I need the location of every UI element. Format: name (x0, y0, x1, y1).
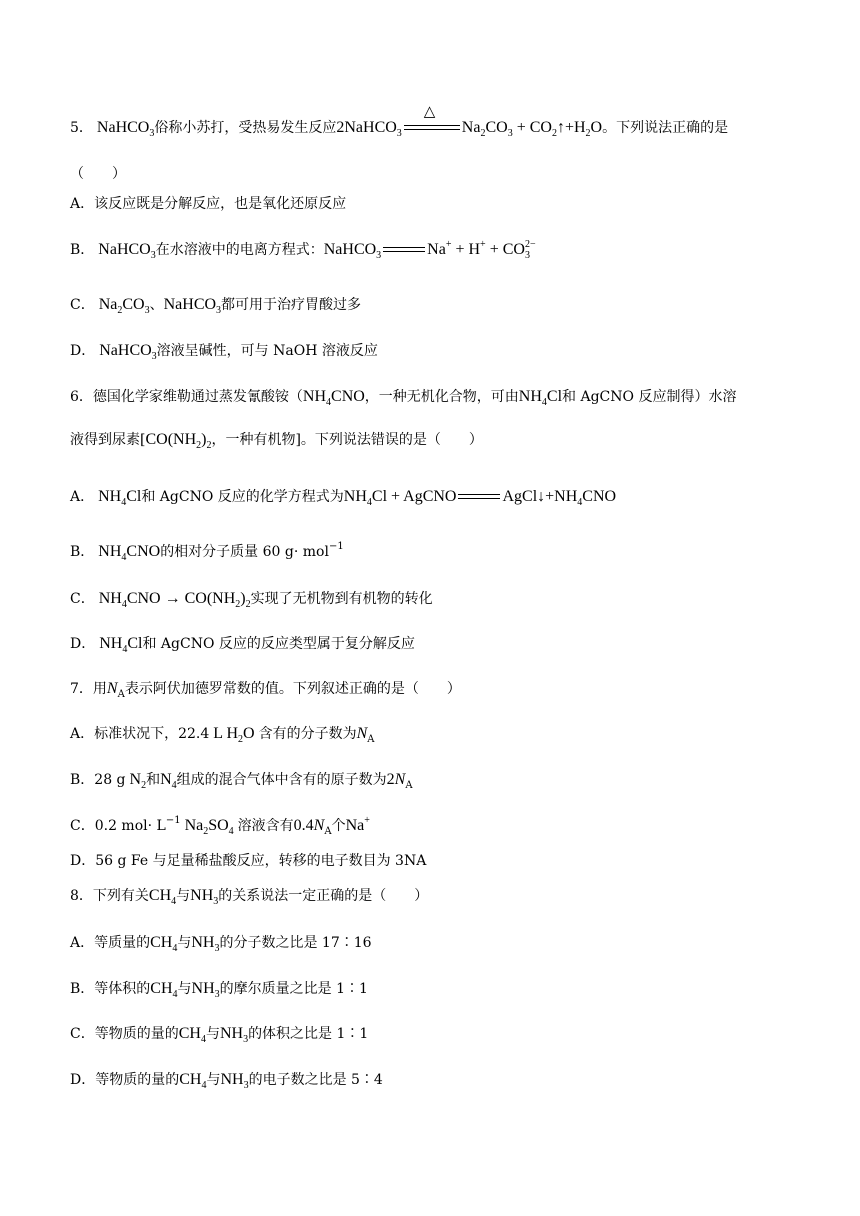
q8-option-d: D．等物质的量的$CH_4$与$NH_3$的电子数之比是 5∶4 (70, 1071, 383, 1091)
q7-stem-text: 表示阿伏加德罗常数的值。下列叙述正确的是（ ） (124, 681, 461, 697)
equals-sign (458, 494, 500, 500)
q5-number: 5． (70, 120, 93, 136)
q7-option-b: B．28 g $N_2$和$N_4$组成的混合气体中含有的原子数为$2N_A$ (70, 771, 413, 791)
option-label: C． (70, 297, 95, 313)
option-text: 的摩尔质量之比是 1∶1 (219, 981, 368, 997)
q5-option-c: C． $Na_2CO_3$、NaHCO$_3$都可用于治疗胃酸过多 (70, 296, 362, 316)
heat-condition (404, 102, 460, 131)
option-text: B．28 g (70, 772, 126, 788)
option-text: 的相对分子质量 60 g· mol (160, 544, 329, 560)
q5-paren: （ ） (70, 166, 126, 182)
q7-stem-text: 7．用 (70, 681, 107, 697)
option-text: 溶液呈碱性，可与 NaOH 溶液反应 (156, 343, 378, 359)
option-text: 的电子数之比是 5∶4 (248, 1072, 383, 1088)
option-text: 、 (149, 297, 164, 313)
option-text: 含有的分子数为 (258, 726, 357, 742)
q5-option-d: D． NaHCO$_3$溶液呈碱性，可与 NaOH 溶液反应 (70, 342, 378, 362)
q8-stem-text: 的关系说法一定正确的是（ ） (218, 888, 429, 904)
option-text: 和 AgCNO 反应的化学方程式为 (141, 489, 344, 505)
option-text: C．0.2 mol· L (70, 818, 166, 834)
q7-option-d: D．56 g Fe 与足量稀盐酸反应，转移的电子数目为 3NA (70, 853, 427, 869)
q8-stem: 8．下列有关$CH_4$与$NH_3$的关系说法一定正确的是（ ） (70, 887, 429, 907)
q6-stem-line2: 液得到尿素[$CO(NH_2)_2$，一种有机物]。下列说法错误的是（ ） (70, 431, 483, 451)
option-text: B．等体积的 (70, 981, 151, 997)
option-text: 溶液含有 (237, 818, 294, 834)
q6-stem-line1: 6．德国化学家维勒通过蒸发氰酸铵（$NH_4CNO$，一种无机化合物，可由$NH_4Cl$和 AgCNO 反应制得）水溶 (70, 388, 737, 408)
q5-stem-tail: 。下列说法正确的是 (602, 120, 729, 136)
q6-option-a: A． $NH_4Cl$和 AgCNO 反应的化学方程式为$NH_4Cl$ + AgCNO $AgCl↓+NH_4CNO$ (70, 488, 617, 508)
option-text: D．等物质的量的 (70, 1072, 180, 1088)
option-text: 实现了无机物到有机物的转化 (250, 591, 433, 607)
q6-stem-text: 和 AgCNO 反应制得）水溶 (562, 389, 737, 405)
option-text: 和 AgCNO 反应的反应类型属于复分解反应 (142, 636, 415, 652)
q6-option-d: D． $NH_4Cl$和 AgCNO 反应的反应类型属于复分解反应 (70, 635, 415, 655)
q5-stem-text: 俗称小苏打，受热易发生反应 (154, 120, 337, 136)
option-text: 都可用于治疗胃酸过多 (221, 297, 362, 313)
exponent: −1 (165, 815, 181, 826)
option-text: A．等质量的 (70, 935, 151, 951)
q8-option-a: A．等质量的$CH_4$与$NH_3$的分子数之比是 17∶16 (70, 934, 372, 954)
option-text: 在水溶液中的电离方程式： (155, 242, 324, 258)
option-text: A．标准状况下，22.4 (70, 726, 210, 742)
option-text: 与 (177, 981, 192, 997)
option-text: 与 (205, 1026, 220, 1042)
q5-option-b: B． NaHCO$_3$在水溶液中的电离方程式：NaHCO$_3$ $Na^+ + H^+ + CO_3^{2-}$ (70, 239, 536, 261)
q6-stem-text: ，一种有机物]。下列说法错误的是（ ） (211, 432, 483, 448)
q7-stem: 7．用$N_A$表示阿伏加德罗常数的值。下列叙述正确的是（ ） (70, 680, 461, 700)
q5-option-a: A．该反应既是分解反应，也是氧化还原反应 (70, 196, 347, 212)
q8-stem-text: 8．下列有关 (70, 888, 149, 904)
q5-stem: 5． NaHCO$_3$俗称小苏打，受热易发生反应2NaHCO$_3$ △ $Na_2CO_3$ + $CO_2↑+H_2O$。下列说法正确的是 (70, 102, 729, 139)
option-label: B． (70, 242, 95, 258)
q6-stem-text: ，一种无机化合物，可由 (364, 389, 519, 405)
option-text: 个 (331, 818, 346, 834)
option-text: 与 (177, 935, 192, 951)
q7-option-c: C．0.2 $mol\cdot L^{-1}$ $Na_2SO_4$ 溶液含有$0.4N_A$个Na+ (70, 815, 370, 837)
q6-stem-text: 6．德国化学家维勒通过蒸发氰酸铵（ (70, 389, 303, 405)
q6-option-b: B． $NH_4CNO$的相对分子质量 60 g· mol$^{-1}$ (70, 541, 344, 563)
exponent: −1 (328, 541, 344, 552)
q8-stem-text: 与 (176, 888, 191, 904)
option-text: 组成的混合气体中含有的原子数为 (176, 772, 387, 788)
q8-option-b: B．等体积的$CH_4$与$NH_3$的摩尔质量之比是 1∶1 (70, 980, 368, 1000)
option-label: D． (70, 343, 96, 359)
option-label: A． (70, 489, 95, 505)
option-label: C． (70, 591, 95, 607)
option-text: C．等物质的量的 (70, 1026, 179, 1042)
option-label: B． (70, 544, 95, 560)
option-text: 的体积之比是 1∶1 (248, 1026, 369, 1042)
option-text: 的分子数之比是 17∶16 (219, 935, 372, 951)
option-text: 与 (206, 1072, 221, 1088)
heat-triangle-icon: △ (423, 102, 436, 120)
q7-option-a: A．标准状况下，22.4 L $H_2O$ 含有的分子数为$N_A$ (70, 725, 375, 745)
equals-sign (383, 247, 425, 253)
option-text: 和 (146, 772, 161, 788)
q6-stem-text: 液得到尿素[ (70, 432, 146, 448)
q6-option-c: C． $NH_4CNO \to CO(NH_2)_2$实现了无机物到有机物的转化 (70, 590, 433, 610)
option-label: D． (70, 636, 96, 652)
q8-option-c: C．等物质的量的$CH_4$与$NH_3$的体积之比是 1∶1 (70, 1025, 369, 1045)
